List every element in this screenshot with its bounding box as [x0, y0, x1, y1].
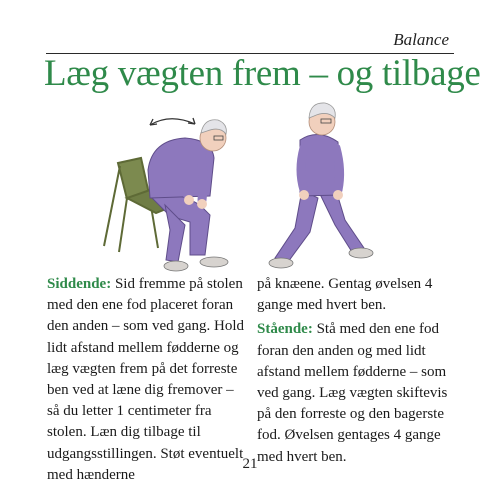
right-column [257, 274, 457, 468]
seated-woman-illustration [104, 120, 228, 271]
seated-lead: Siddende: [47, 276, 112, 292]
standing-woman-illustration [269, 103, 373, 268]
seated-continuation: på knæene. Gentag øvelsen 4 gange med hvert ben. [257, 276, 433, 314]
standing-lead: Stående: [257, 321, 313, 338]
page-number: 21 [242, 456, 258, 472]
left-column [47, 274, 247, 486]
motion-arrow-icon [150, 118, 195, 125]
seated-body: Sid fremme på stolen med den ene fod placeret foran den anden – som ved gang. Hold lidt afstand mellem fødderne og læg vægten frem på det forreste ben ved at læne dig fremover – så du letter 1 centimeter fra stolen. Læn dig tilbage til udgangsstillingen. Støt eventuelt med hænderne [47, 276, 245, 483]
seated-instructions [47, 274, 247, 486]
standing-instructions [257, 319, 457, 467]
standing-body: Stå med den ene fod foran den anden og med lidt afstand mellem fødderne – som ved gang. Læg vægten skiftevis på den forreste og den bagerste fod. Øvelsen gentages 4 gange med hvert ben. [257, 321, 448, 465]
section-label: Balance [393, 30, 449, 49]
page-title: Læg vægten frem – og tilbage [44, 53, 481, 94]
